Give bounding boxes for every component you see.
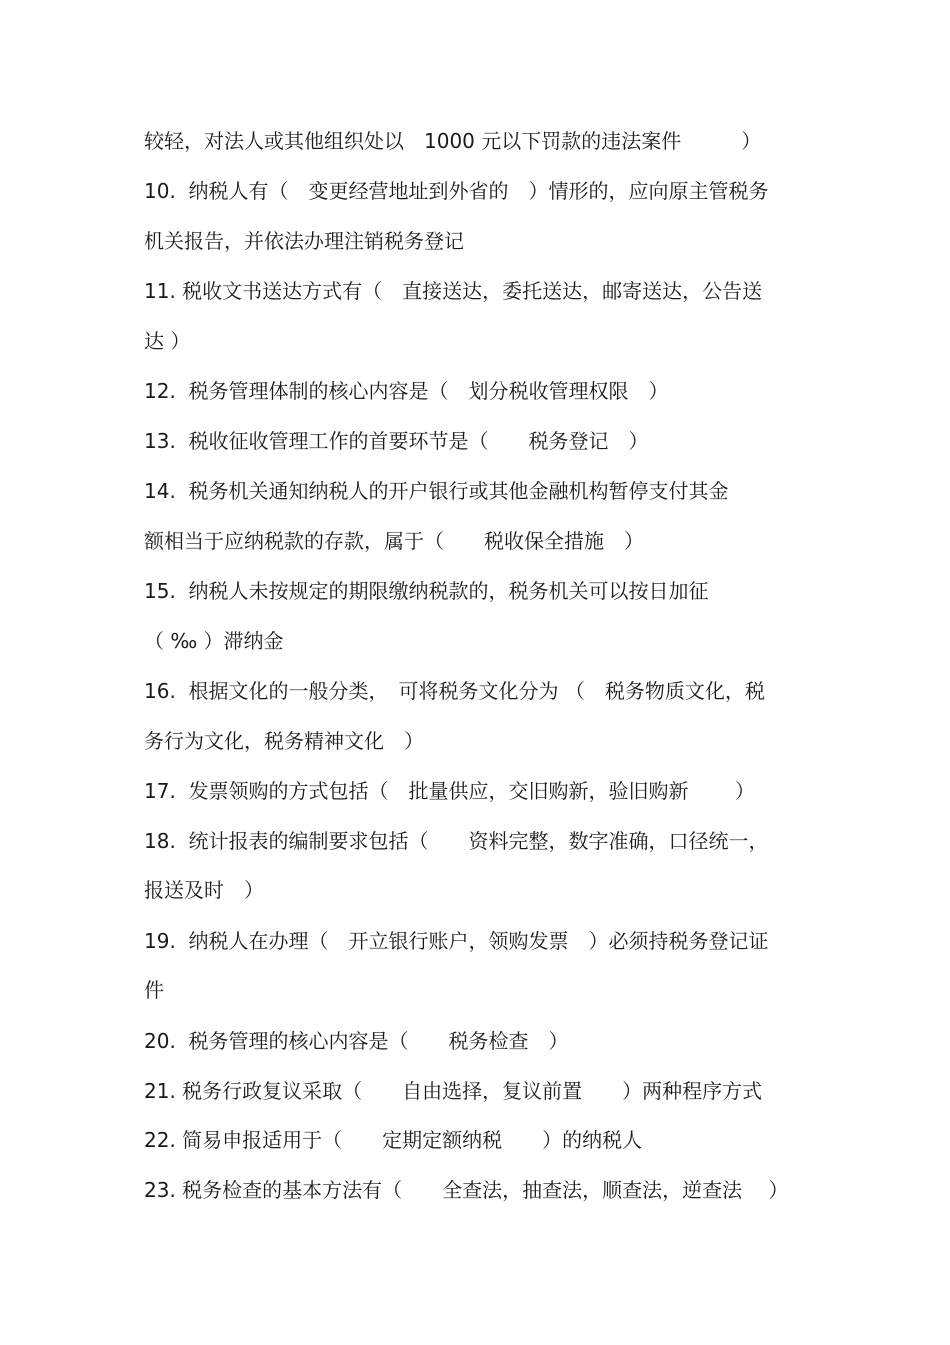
text-line: 较轻，对法人或其他组织处以 1000 元以下罚款的违法案件 ） xyxy=(144,129,762,153)
question-21: 21. 税务行政复议采取（ 自由选择，复议前置 ）两种程序方式 xyxy=(144,1079,763,1103)
question-19-line-2: 件 xyxy=(144,978,164,1002)
question-17: 17. 发票领购的方式包括（ 批量供应，交旧购新，验旧购新 ） xyxy=(144,779,755,803)
question-10-line-2: 机关报告，并依法办理注销税务登记 xyxy=(144,229,464,253)
question-15-line-2: （ ‰ ）滞纳金 xyxy=(144,629,284,653)
question-23: 23. 税务检查的基本方法有（ 全查法，抽查法，顺查法，逆查法 ） xyxy=(144,1178,789,1202)
question-15-line-1: 15. 纳税人未按规定的期限缴纳税款的，税务机关可以按日加征 xyxy=(144,579,709,603)
question-18-line-1: 18. 统计报表的编制要求包括（ 资料完整，数字准确，口径统一， xyxy=(144,829,769,853)
question-22: 22. 简易申报适用于（ 定期定额纳税 ）的纳税人 xyxy=(144,1128,643,1152)
question-14-line-1: 14. 税务机关通知纳税人的开户银行或其他金融机构暂停支付其金 xyxy=(144,479,729,503)
question-12: 12. 税务管理体制的核心内容是（ 划分税收管理权限 ） xyxy=(144,379,669,403)
question-10-line-1: 10. 纳税人有（ 变更经营地址到外省的 ）情形的，应向原主管税务 xyxy=(144,179,769,203)
question-16-line-2: 务行为文化，税务精神文化 ） xyxy=(144,729,424,753)
question-19-line-1: 19. 纳税人在办理（ 开立银行账户，领购发票 ）必须持税务登记证 xyxy=(144,929,769,953)
question-11-line-2: 达 ） xyxy=(144,329,191,353)
question-11-line-1: 11. 税收文书送达方式有（ 直接送达，委托送达，邮寄送达，公告送 xyxy=(144,279,763,303)
question-13: 13. 税收征收管理工作的首要环节是（ 税务登记 ） xyxy=(144,429,649,453)
question-14-line-2: 额相当于应纳税款的存款，属于（ 税收保全措施 ） xyxy=(144,529,644,553)
question-20: 20. 税务管理的核心内容是（ 税务检查 ） xyxy=(144,1029,569,1053)
question-18-line-2: 报送及时 ） xyxy=(144,878,264,902)
question-16-line-1: 16. 根据文化的一般分类， 可将税务文化分为 （ 税务物质文化，税 xyxy=(144,679,765,703)
